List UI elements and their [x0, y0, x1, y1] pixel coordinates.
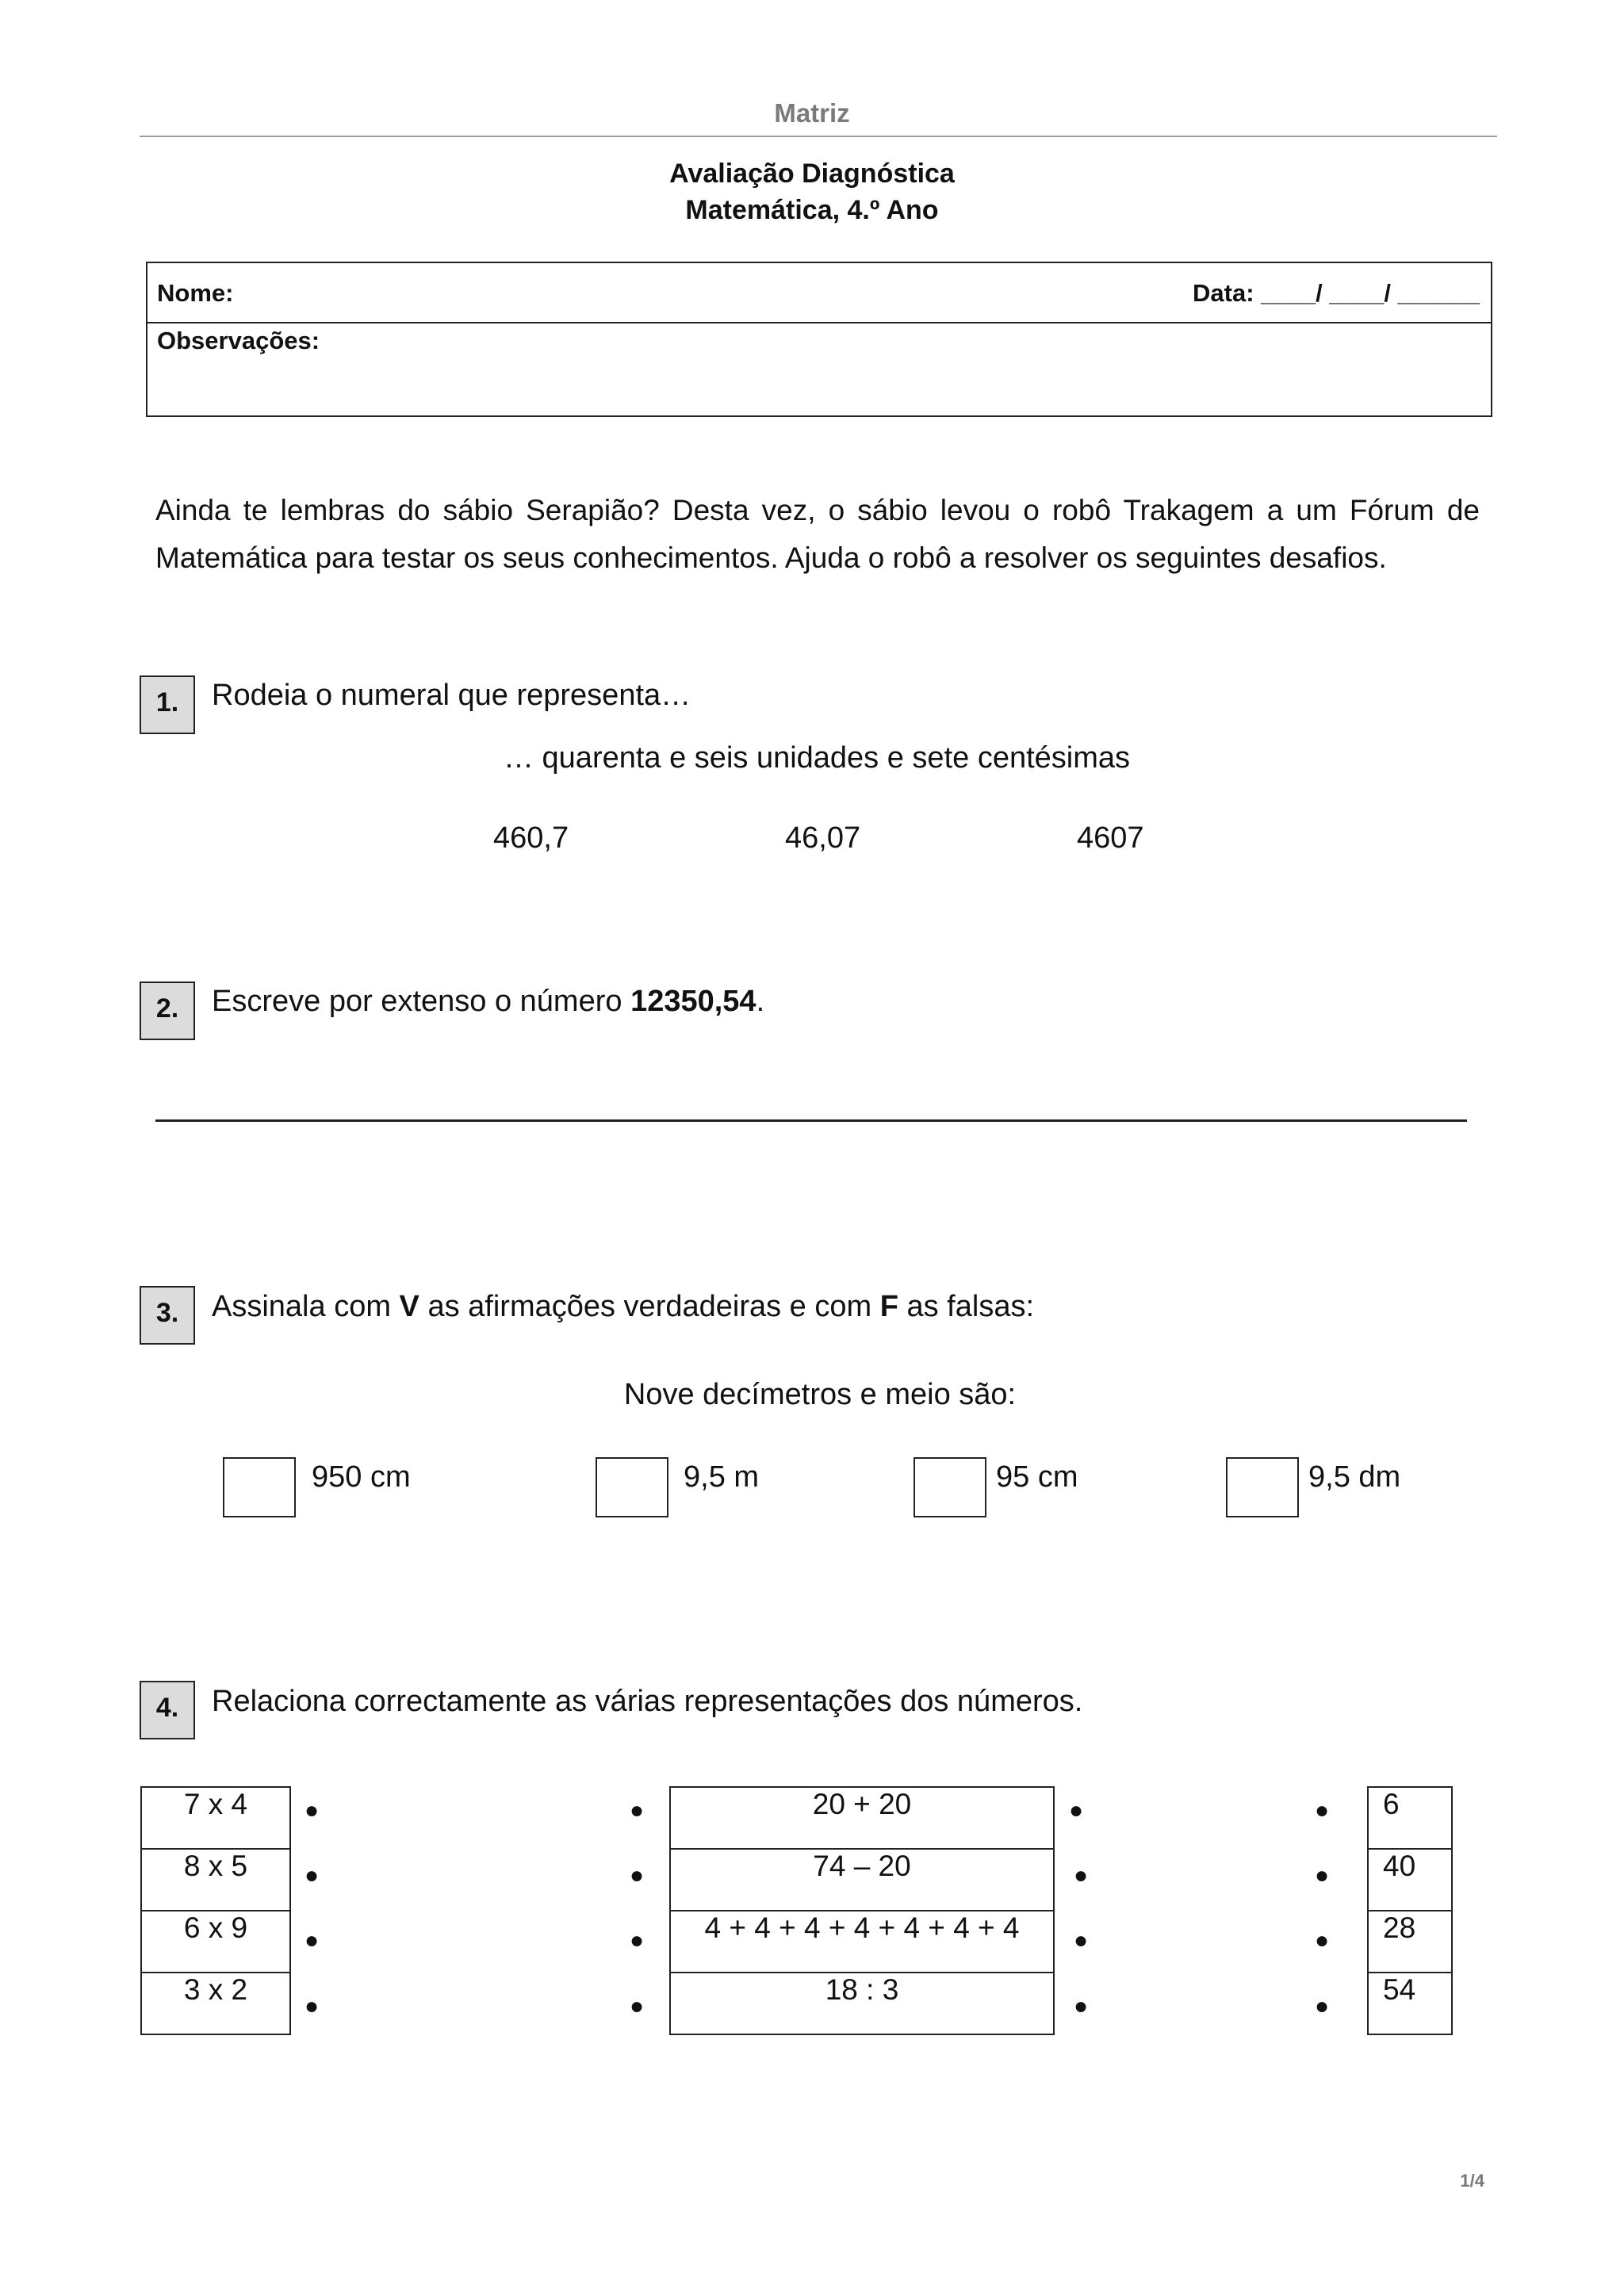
option-label: 9,5 dm [1308, 1460, 1401, 1494]
table-cell: 3 x 2 [141, 1973, 290, 2034]
intro-paragraph: Ainda te lembras do sábio Serapião? Desta vez, o sábio levou o robô Trakagem a um Fórum de Matemática para testar os seus conhecimentos. Ajuda o robô a resolver os seguintes desafios. [155, 494, 1480, 574]
table-cell: 20 + 20 [670, 1787, 1054, 1849]
table-cell: 74 – 20 [670, 1849, 1054, 1911]
question-3-text: Assinala com V as afirmações verdadeiras e com F as falsas: [212, 1290, 1035, 1323]
checkbox-95cm[interactable] [914, 1457, 986, 1517]
checkbox-9-5dm[interactable] [1226, 1457, 1299, 1517]
question-1-subtext: … quarenta e seis unidades e sete centésimas [503, 741, 1131, 775]
question-4-number: 4. [140, 1681, 195, 1739]
question-4-text: Relaciona correctamente as várias representações dos números. [212, 1685, 1083, 1718]
match-dot[interactable]: ● [1074, 1927, 1089, 1954]
table-cell: 54 [1368, 1973, 1452, 2034]
match-dot[interactable]: ● [1315, 1993, 1330, 2019]
question-2-text: Escreve por extenso o número 12350,54. [212, 985, 765, 1018]
table-cell: 6 [1368, 1787, 1452, 1849]
option-label: 9,5 m [684, 1460, 760, 1494]
matching-table-left [140, 1786, 291, 2035]
question-1-text: Rodeia o numeral que representa… [212, 679, 691, 712]
checkbox-9-5m[interactable] [596, 1457, 668, 1517]
header-rule [140, 136, 1497, 137]
match-dot[interactable]: ● [304, 1862, 320, 1888]
observations-field-label[interactable]: Observações: [157, 327, 320, 354]
page-subtitle: Matemática, 4.º Ano [685, 195, 939, 225]
table-cell: 4 + 4 + 4 + 4 + 4 + 4 + 4 [670, 1911, 1054, 1973]
student-info-box [146, 262, 1492, 417]
question-3-number: 3. [140, 1286, 195, 1345]
table-cell: 40 [1368, 1849, 1452, 1911]
match-dot[interactable]: ● [304, 1797, 320, 1823]
match-dot[interactable]: ● [1315, 1927, 1330, 1954]
match-dot[interactable]: ● [304, 1993, 320, 2019]
question-1-option[interactable]: 46,07 [785, 821, 861, 855]
match-dot[interactable]: ● [1315, 1862, 1330, 1888]
matching-table-right [1367, 1786, 1453, 2035]
table-cell: 28 [1368, 1911, 1452, 1973]
match-dot[interactable]: ● [630, 1927, 645, 1954]
table-cell: 8 x 5 [141, 1849, 290, 1911]
question-3-subtext: Nove decímetros e meio são: [623, 1378, 1017, 1411]
checkbox-950cm[interactable] [223, 1457, 296, 1517]
match-dot[interactable]: ● [1074, 1993, 1089, 2019]
question-1-option[interactable]: 460,7 [493, 821, 569, 855]
option-label: 950 cm [312, 1460, 411, 1494]
match-dot[interactable]: ● [1315, 1797, 1330, 1823]
match-dot[interactable]: ● [1074, 1862, 1089, 1888]
page-title: Avaliação Diagnóstica [669, 159, 955, 189]
question-1-number: 1. [140, 675, 195, 734]
answer-line[interactable] [155, 1119, 1467, 1122]
question-1-option[interactable]: 4607 [1077, 821, 1144, 855]
table-cell: 6 x 9 [141, 1911, 290, 1973]
table-cell: 18 : 3 [670, 1973, 1054, 2034]
date-field-label[interactable]: Data: ____/ ____/ ______ [1193, 279, 1480, 307]
match-dot[interactable]: ● [630, 1993, 645, 2019]
option-label: 95 cm [996, 1460, 1078, 1494]
question-2-number-value: 12350,54 [630, 985, 756, 1018]
matching-table-middle [669, 1786, 1055, 2035]
table-cell: 7 x 4 [141, 1787, 290, 1849]
match-dot[interactable]: ● [1069, 1797, 1084, 1823]
name-field-label[interactable]: Nome: [157, 279, 234, 307]
header-matriz: Matriz [774, 98, 850, 128]
match-dot[interactable]: ● [304, 1927, 320, 1954]
match-dot[interactable]: ● [630, 1797, 645, 1823]
match-dot[interactable]: ● [630, 1862, 645, 1888]
question-2-number: 2. [140, 982, 195, 1040]
page-number: 1/4 [1460, 2171, 1484, 2191]
